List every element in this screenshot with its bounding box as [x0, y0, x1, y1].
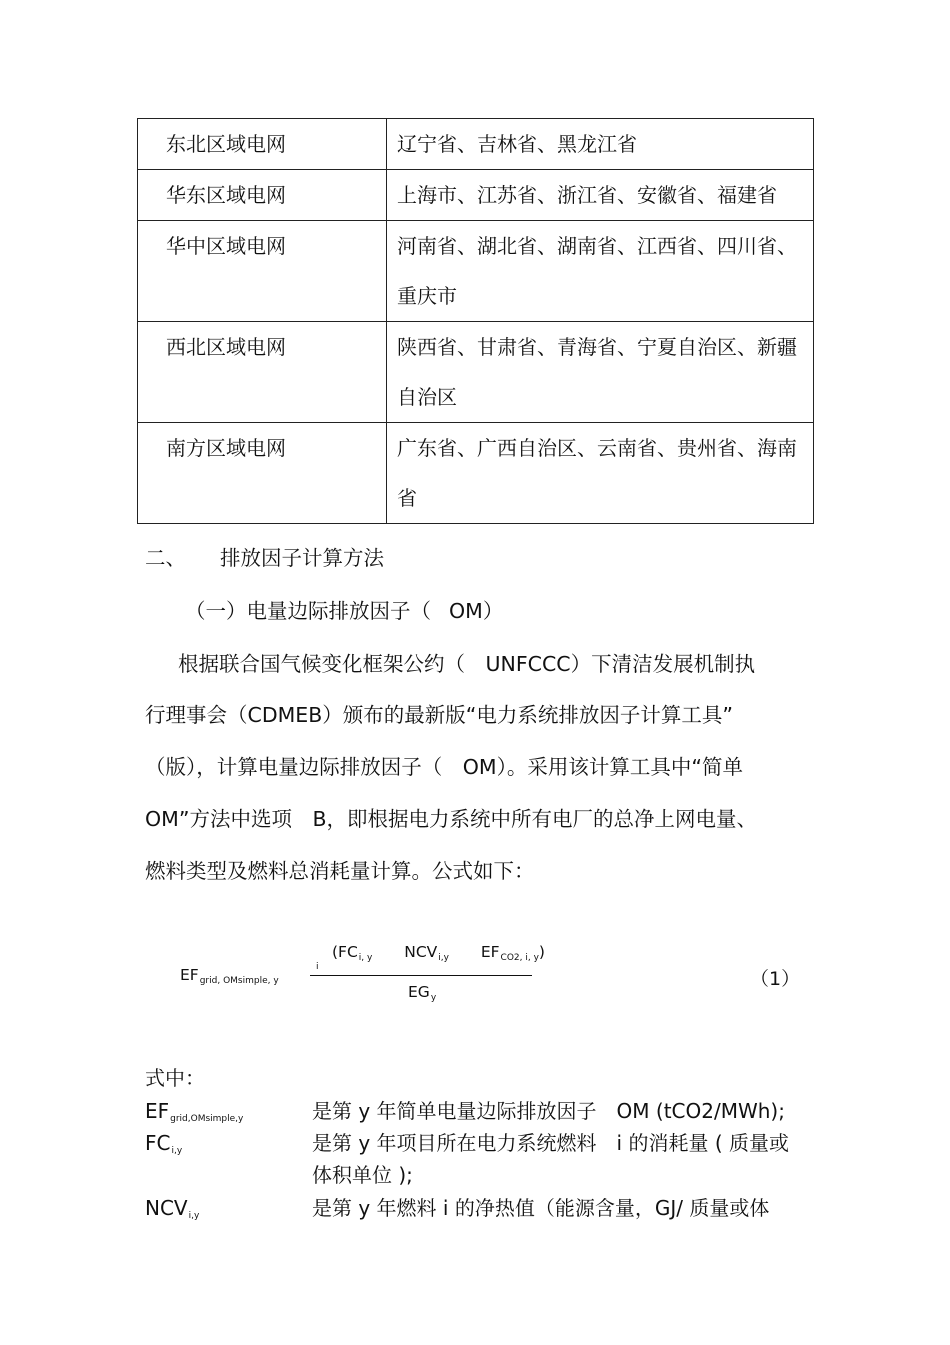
definition-desc: 是第 y 年简单电量边际排放因子 OM (tCO2/MWh); — [312, 1099, 785, 1123]
body-line: OM”方法中选项 B，即根据电力系统中所有电厂的总净上网电量、 — [145, 807, 758, 831]
provinces-cell — [387, 170, 814, 221]
fraction-bar — [310, 975, 532, 976]
provinces-cell — [387, 423, 814, 524]
definition-desc: 体积单位 ); — [312, 1163, 413, 1187]
grid-name-cell: 南方区域电网 — [138, 423, 387, 524]
grid-name-cell: 西北区域电网 — [138, 322, 387, 423]
provinces-line: 河南省、湖北省、湖南省、江西省、四川省、 — [397, 234, 797, 258]
subsection-title: （一）电量边际排放因子（ — [185, 599, 431, 623]
grid-name-cell: 华东区域电网 — [138, 170, 387, 221]
formula-numerator: ($FC_{i, y}$ $NCV_{i,y}$ $EF_{CO2, i, y}$) — [332, 943, 545, 963]
grid-name-cell: 东北区域电网 — [138, 119, 387, 170]
formula-number: （1） — [750, 968, 801, 990]
table-row — [138, 119, 814, 170]
provinces-line: 省 — [397, 486, 417, 510]
sum-index: i — [316, 962, 319, 972]
definition-desc: 是第 y 年燃料 i 的净热值（能源含量，GJ/ 质量或体 — [312, 1196, 770, 1220]
subsection-heading — [185, 596, 503, 626]
definitions-heading: 式中： — [145, 1066, 205, 1090]
provinces-cell — [387, 221, 814, 322]
provinces-cell — [387, 322, 814, 423]
provinces-line: 自治区 — [397, 385, 457, 409]
provinces-line: 广东省、广西自治区、云南省、贵州省、海南 — [397, 436, 797, 460]
table-row — [138, 170, 814, 221]
formula-lhs: $EF_{grid, OMsimple, y}$ — [180, 966, 279, 986]
provinces-line: 陕西省、甘肃省、青海省、宁夏自治区、新疆 — [397, 335, 797, 359]
table-row — [138, 221, 814, 322]
provinces-cell — [387, 119, 814, 170]
section-number: 二、 — [145, 546, 186, 570]
subsection-abbr: OM） — [449, 599, 504, 623]
definition-symbol: $FC_{i,y}$ — [145, 1131, 183, 1156]
section-title: 排放因子计算方法 — [220, 546, 384, 570]
body-line: （版），计算电量边际排放因子（ OM）。采用该计算工具中“简单 — [145, 755, 743, 779]
region-grid-table — [137, 118, 814, 524]
grid-name-cell: 华中区域电网 — [138, 221, 387, 322]
provinces-line: 重庆市 — [397, 284, 457, 308]
definition-symbol: $NCV_{i,y}$ — [145, 1196, 200, 1221]
provinces-line: 辽宁省、吉林省、黑龙江省 — [397, 132, 637, 156]
table-row — [138, 322, 814, 423]
section-heading — [145, 543, 384, 573]
definition-desc: 是第 y 年项目所在电力系统燃料 i 的消耗量 ( 质量或 — [312, 1131, 789, 1155]
body-line: 燃料类型及燃料总消耗量计算。公式如下： — [145, 859, 535, 883]
body-line: 行理事会（CDMEB）颁布的最新版“电力系统排放因子计算工具” — [145, 703, 734, 727]
formula-denominator: $EG_y$ — [408, 983, 437, 1003]
provinces-line: 上海市、江苏省、浙江省、安徽省、福建省 — [397, 183, 777, 207]
definition-symbol: $EF_{grid,OMsimple,y}$ — [145, 1099, 244, 1124]
table-row — [138, 423, 814, 524]
body-line: 根据联合国气候变化框架公约（ UNFCCC）下清洁发展机制执 — [178, 652, 756, 676]
